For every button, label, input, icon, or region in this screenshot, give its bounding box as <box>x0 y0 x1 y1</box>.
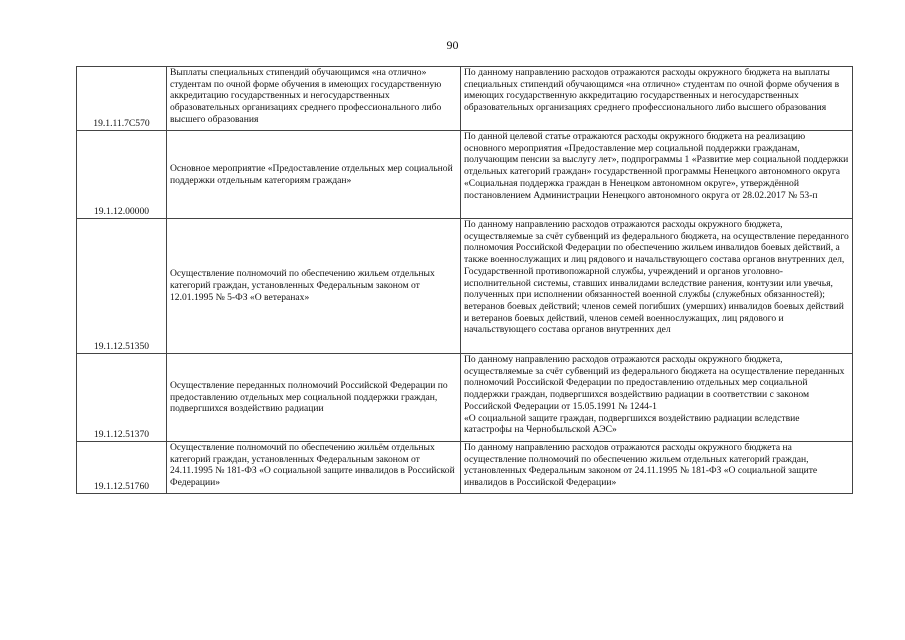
table-row <box>77 354 853 442</box>
expense-name-cell: Осуществление полномочий по обеспечению жильём отдельных категорий граждан, установленных Федеральным законом от 24.11.1995 № 181-ФЗ «О социальной защите инвалидов в Российской Федерации» <box>167 442 461 494</box>
expense-name-cell: Выплаты специальных стипендий обучающимся «на отлично» студентам по очной форме обучения в имеющих государственную аккредитацию государственных и негосударственных образовательных организациях среднего профессионального либо высшего образования <box>167 67 461 131</box>
table-row <box>77 67 853 131</box>
expense-description-cell: По данному направлению расходов отражаются расходы окружного бюджета, осуществляемые за счёт субвенций из федерального бюджета, на осуществление переданного полномочия Российской Федерации по обеспечению жильем инвалидов боевых действий, а также военнослужащих и лиц рядового и начальствующего состава органов внутренних дел, Государственной противопожарной службы, учреждений и органов уголовно-исполнительной системы, ставших инвалидами вследствие ранения, контузии или увечья, полученных при исполнении обязанностей военной службы (служебных обязанностей); ветеранов боевых действий; членов семей погибших (умерших) инвалидов боевых действий и ветеранов боевых действий, членов семей военнослужащих, лиц рядового и начальствующего состава органов внутренних дел <box>461 219 853 354</box>
budget-classification-table <box>76 66 853 494</box>
expense-name-cell: Осуществление переданных полномочий Российской Федерации по предоставлению отдельных мер социальной поддержки граждан, подвергшихся воздействию радиации <box>167 354 461 442</box>
table-row <box>77 442 853 494</box>
page-number: 90 <box>446 38 459 52</box>
expense-name-cell: Основное мероприятие «Предоставление отдельных мер социальной поддержки отдельным категориям граждан» <box>167 131 461 219</box>
target-code-cell: 19.1.12.51370 <box>77 354 167 442</box>
expense-name-cell: Осуществление полномочий по обеспечению жильем отдельных категорий граждан, установленных Федеральным законом от 12.01.1995 № 5-ФЗ «О ветеранах» <box>167 219 461 354</box>
expense-description-cell: По данному направлению расходов отражаются расходы окружного бюджета на выплаты специальных стипендий обучающимся «на отлично» студентам по очной форме обучения в имеющих государственную аккредитацию государственных и негосударственных образовательных организациях среднего профессионального либо высшего образования <box>461 67 853 131</box>
description-line: По данному направлению расходов отражаются расходы окружного бюджета, осуществляемые за счёт субвенций из федерального бюджета на осуществление переданных полномочий Российской Федерации по предоставлению отдельных мер социальной поддержки граждан, подвергшихся воздействию радиации в соответствии с законом Российской Федерации от 15.05.1991 № 1244-1 <box>464 354 845 412</box>
target-code-cell: 19.1.11.7C570 <box>77 67 167 131</box>
target-code-cell: 19.1.12.00000 <box>77 131 167 219</box>
description-line: «О социальной защите граждан, подвергшихся воздействию радиации вследствие катастрофы на Чернобыльской АЭС» <box>464 412 800 436</box>
expense-description-cell: По данному направлению расходов отражаются расходы окружного бюджета на осуществление полномочий по обеспечению жильем отдельных категорий граждан, установленных Федеральным законом от 24.11.1995 № 181-ФЗ «О социальной защите инвалидов в Российской Федерации» <box>461 442 853 494</box>
table-row <box>77 219 853 354</box>
target-code-cell: 19.1.12.51760 <box>77 442 167 494</box>
table-row <box>77 131 853 219</box>
target-code-cell: 19.1.12.51350 <box>77 219 167 354</box>
expense-description-cell <box>461 354 853 442</box>
expense-description-cell: По данной целевой статье отражаются расходы окружного бюджета на реализацию основного мероприятия «Предоставление мер социальной поддержки гражданам, получающим пенсии за выслугу лет», подпрограммы 1 «Развитие мер социальной поддержки отдельных категорий граждан» государственной программы Ненецкого автономного округа «Социальная поддержка граждан в Ненецком автономном округе», утверждённой постановлением Администрации Ненецкого автономного округа от 28.02.2017 № 53-п <box>461 131 853 219</box>
